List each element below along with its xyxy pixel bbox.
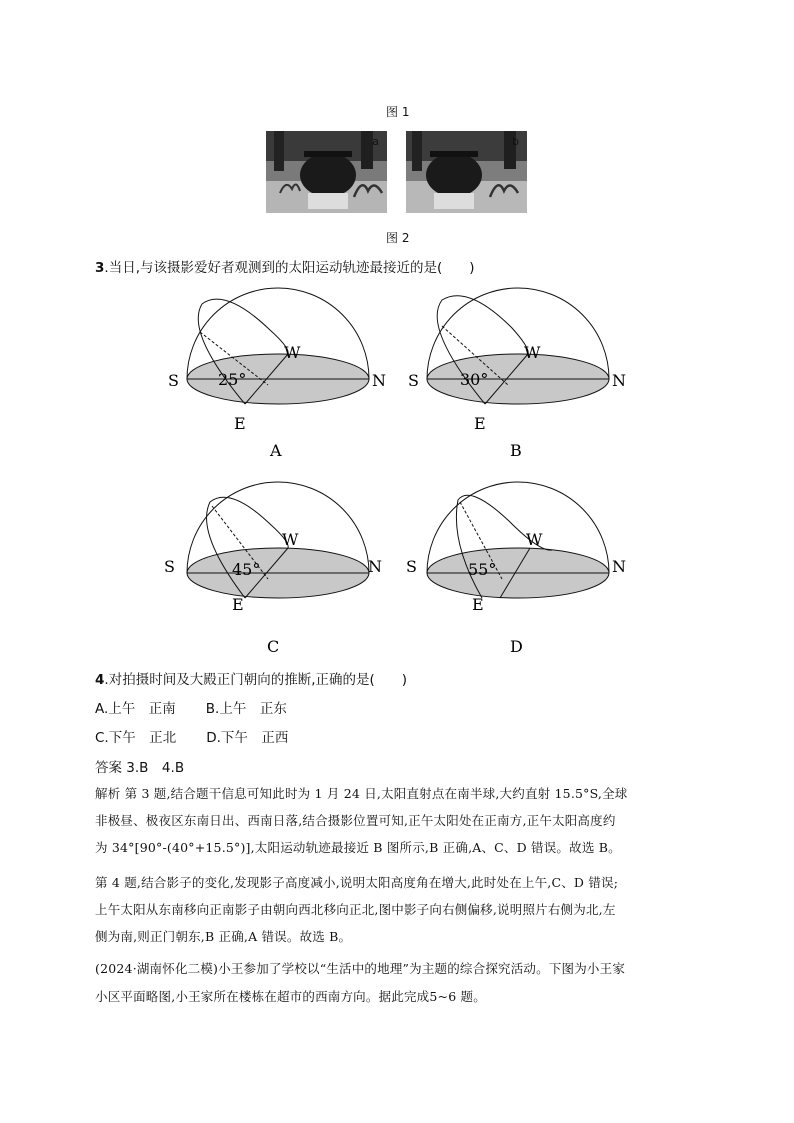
diagram-b-e-label: E — [474, 414, 486, 433]
diagram-a-e-label: E — [234, 414, 246, 433]
diagram-b-n-label: N — [612, 371, 626, 390]
question-4-text: .对拍摄时间及大殿正门朝向的推断,正确的是( ) — [104, 672, 408, 688]
option-d[interactable]: D.下午 正西 — [206, 730, 289, 746]
diagram-c-w-label: W — [282, 530, 299, 549]
diagram-c-e-label: E — [232, 595, 244, 614]
option-a[interactable]: A.上午 正南 — [95, 701, 176, 717]
diagram-d-angle: 55° — [468, 560, 497, 579]
diagram-a-letter: A — [270, 441, 282, 460]
diagram-a — [168, 288, 386, 460]
diagram-d-e-label: E — [472, 595, 484, 614]
sun-path-diagrams — [150, 282, 650, 662]
diagram-c-s-label: S — [164, 557, 175, 576]
question-4-options-row-2 — [95, 726, 288, 746]
diagram-a-w-label: W — [284, 343, 301, 362]
diagram-b-w-label: W — [524, 343, 541, 362]
figure-1-caption: 图 1 — [386, 105, 410, 119]
diagram-d-letter: D — [510, 637, 523, 656]
question-4-number: 4 — [95, 672, 105, 688]
figure-2-caption: 图 2 — [386, 231, 410, 245]
option-b[interactable]: B.上午 正东 — [205, 701, 287, 717]
diagram-a-n-label: N — [372, 371, 386, 390]
analysis-line: 第 4 题,结合影子的变化,发现影子高度减小,说明太阳高度角在增大,此时处在上午,C、D 错误; — [95, 875, 619, 890]
question-3-number: 3 — [95, 260, 105, 276]
diagram-c-angle: 45° — [232, 560, 261, 579]
question-3-text: .当日,与该摄影爱好者观测到的太阳运动轨迹最接近的是( ) — [104, 260, 475, 276]
diagram-b-letter: B — [510, 441, 522, 460]
analysis-line: 为 34°[90°-(40°+15.5°)],太阳运动轨迹最接近 B 图所示,B 正确,A、C、D 错误。故选 B。 — [95, 840, 621, 855]
answer-line: 答案 3.B 4.B — [95, 760, 185, 776]
intro-line: (2024·湖南怀化二模)小王参加了学校以“生活中的地理”为主题的综合探究活动。下图为小王家 — [95, 961, 626, 976]
photo-b-label: b — [512, 135, 519, 148]
diagram-a-angle: 25° — [218, 370, 247, 389]
question-4 — [95, 668, 407, 688]
diagram-c-n-label: N — [368, 557, 382, 576]
analysis-line: 解析 第 3 题,结合题干信息可知此时为 1 月 24 日,太阳直射点在南半球,大约直射 15.5°S,全球 — [95, 786, 628, 801]
intro-line: 小区平面略图,小王家所在楼栋在超市的西南方向。据此完成5~6 题。 — [95, 989, 486, 1004]
photo-b — [406, 131, 527, 213]
diagram-d-w-label: W — [526, 530, 543, 549]
diagram-d — [406, 482, 626, 656]
diagram-c-letter: C — [267, 637, 280, 656]
diagram-d-n-label: N — [612, 557, 626, 576]
diagram-b-angle: 30° — [460, 370, 489, 389]
diagram-c — [164, 482, 382, 656]
question-4-options-row-1 — [95, 697, 287, 717]
analysis-line: 非极昼、极夜区东南日出、西南日落,结合摄影位置可知,正午太阳处在正南方,正午太阳高度约 — [95, 813, 616, 828]
option-c[interactable]: C.下午 正北 — [95, 730, 177, 746]
analysis-line: 上午太阳从东南移向正南影子由朝向西北移向正北,图中影子向右侧偏移,说明照片右侧为北,左 — [95, 902, 616, 917]
photo-a — [266, 131, 387, 213]
photo-a-label: a — [372, 135, 379, 148]
diagram-b-s-label: S — [408, 371, 419, 390]
diagram-b — [408, 288, 626, 460]
diagram-a-s-label: S — [168, 371, 179, 390]
analysis-line: 侧为南,则正门朝东,B 正确,A 错误。故选 B。 — [95, 929, 352, 944]
question-3 — [95, 256, 475, 276]
diagram-d-s-label: S — [406, 557, 417, 576]
